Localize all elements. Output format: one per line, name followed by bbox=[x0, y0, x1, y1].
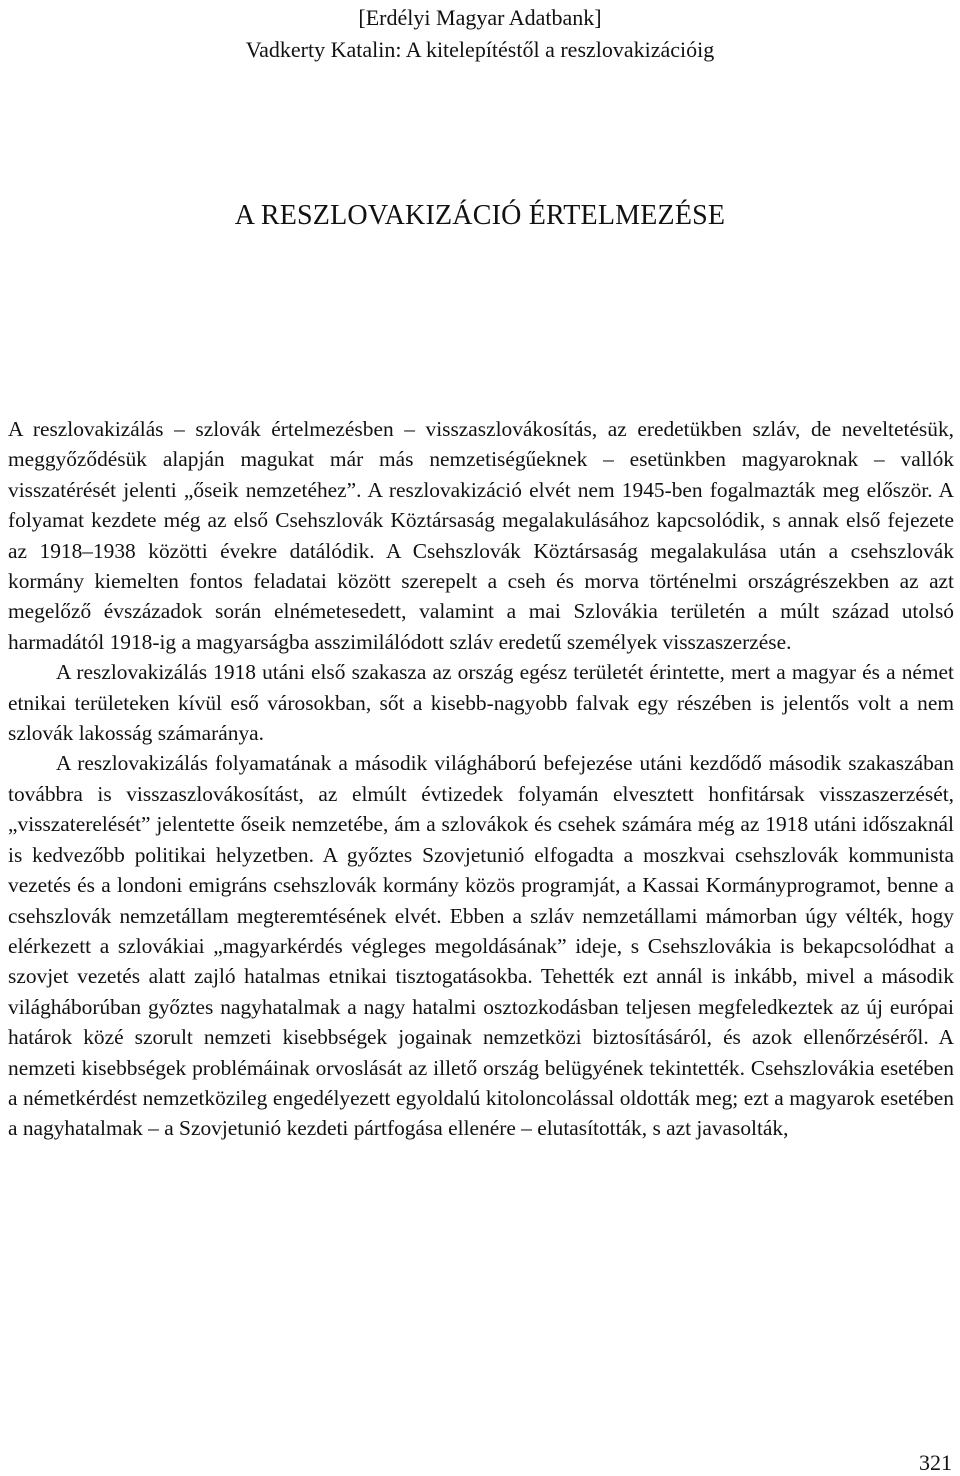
header-source: [Erdélyi Magyar Adatbank] bbox=[358, 5, 602, 30]
paragraph: A reszlovakizálás – szlovák értelmezésben – visszaszlovákosítás, az eredetükben szláv, de neveltetésük, meggyőződésük alapján magukat már más nemzetiségűeknek – esetünkben magyaroknak – vallók visszatérését jelenti „őseik nemzetéhez”. A reszlovakizáció elvét nem 1945-ben fogalmazták meg először. A folyamat kezdete még az első Csehszlovák Köztársaság megalakulásához kapcsolódik, s annak első fejezete az 1918–1938 közötti évekre datálódik. A Csehszlovák Köztársaság megalakulása után a csehszlovák kormány kiemelten fontos feladatai között szerepelt a cseh és morva történelmi országrészekben az azt megelőző évszázadok során elnémetesedett, valamint a mai Szlovákia területén a múlt század utolsó harmadától 1918-ig a magyarságba asszimilálódott szláv eredetű személyek visszaszerzése. bbox=[8, 417, 954, 654]
body-text bbox=[8, 414, 954, 1144]
paragraph: A reszlovakizálás folyamatának a második világháború befejezése utáni kezdődő második szakaszában továbbra is visszaszlovákosítást, az elmúlt évtizedek folyamán elvesztett honfitársak visszaszerzését, „visszaterelését” jelentette őseik nemzetébe, ám a szlovákok és csehek számára még az 1918 utáni időszaknál is kedvezőbb politikai helyzetben. A győztes Szovjetunió elfogadta a moszkvai csehszlovák kommunista vezetés és a londoni emigráns csehszlovák kormány közös programját, a Kassai Kormányprogramot, benne a csehszlovák nemzetállam megteremtésének elvét. Ebben a szláv nemzetállami mámorban úgy vélték, hogy elérkezett a szlovákiai „magyarkérdés végleges megoldásának” ideje, s Csehszlovákia is bekapcsolódhat a szovjet vezetés alatt zajló hatalmas etnikai tisztogatásokba. Tehették ezt annál is inkább, mivel a második világháborúban győztes nagyhatalmak a nagy hatalmi osztozkodásban teljesen megfeledkeztek az új európai határok közé szorult nemzeti kisebbségek jogainak nemzetközi biztosításáról, és azok ellenőrzéséről. A nemzeti kisebbségek problémáinak orvoslását az illető ország belügyének tekintették. Csehszlovákia esetében a németkérdést nemzetközileg engedélyezett egyoldalú kitoloncolással oldották meg; ezt a magyarok esetében a nagyhatalmak – a Szovjetunió kezdeti pártfogása ellenére – elutasították, s azt javasolták, bbox=[8, 751, 954, 1141]
page-header bbox=[0, 2, 960, 66]
page-number: 321 bbox=[919, 1450, 952, 1475]
header-author-title: Vadkerty Katalin: A kitelepítéstől a reszlovakizációig bbox=[245, 37, 715, 62]
paragraph: A reszlovakizálás 1918 utáni első szakasza az ország egész területét érintette, mert a magyar és a német etnikai területeken kívül eső városokban, sőt a kisebb-nagyobb falvak egy részében is jelentős volt a nem szlovák lakosság számaránya. bbox=[8, 660, 954, 746]
chapter-title: A RESZLOVAKIZÁCIÓ ÉRTELMEZÉSE bbox=[234, 200, 726, 231]
